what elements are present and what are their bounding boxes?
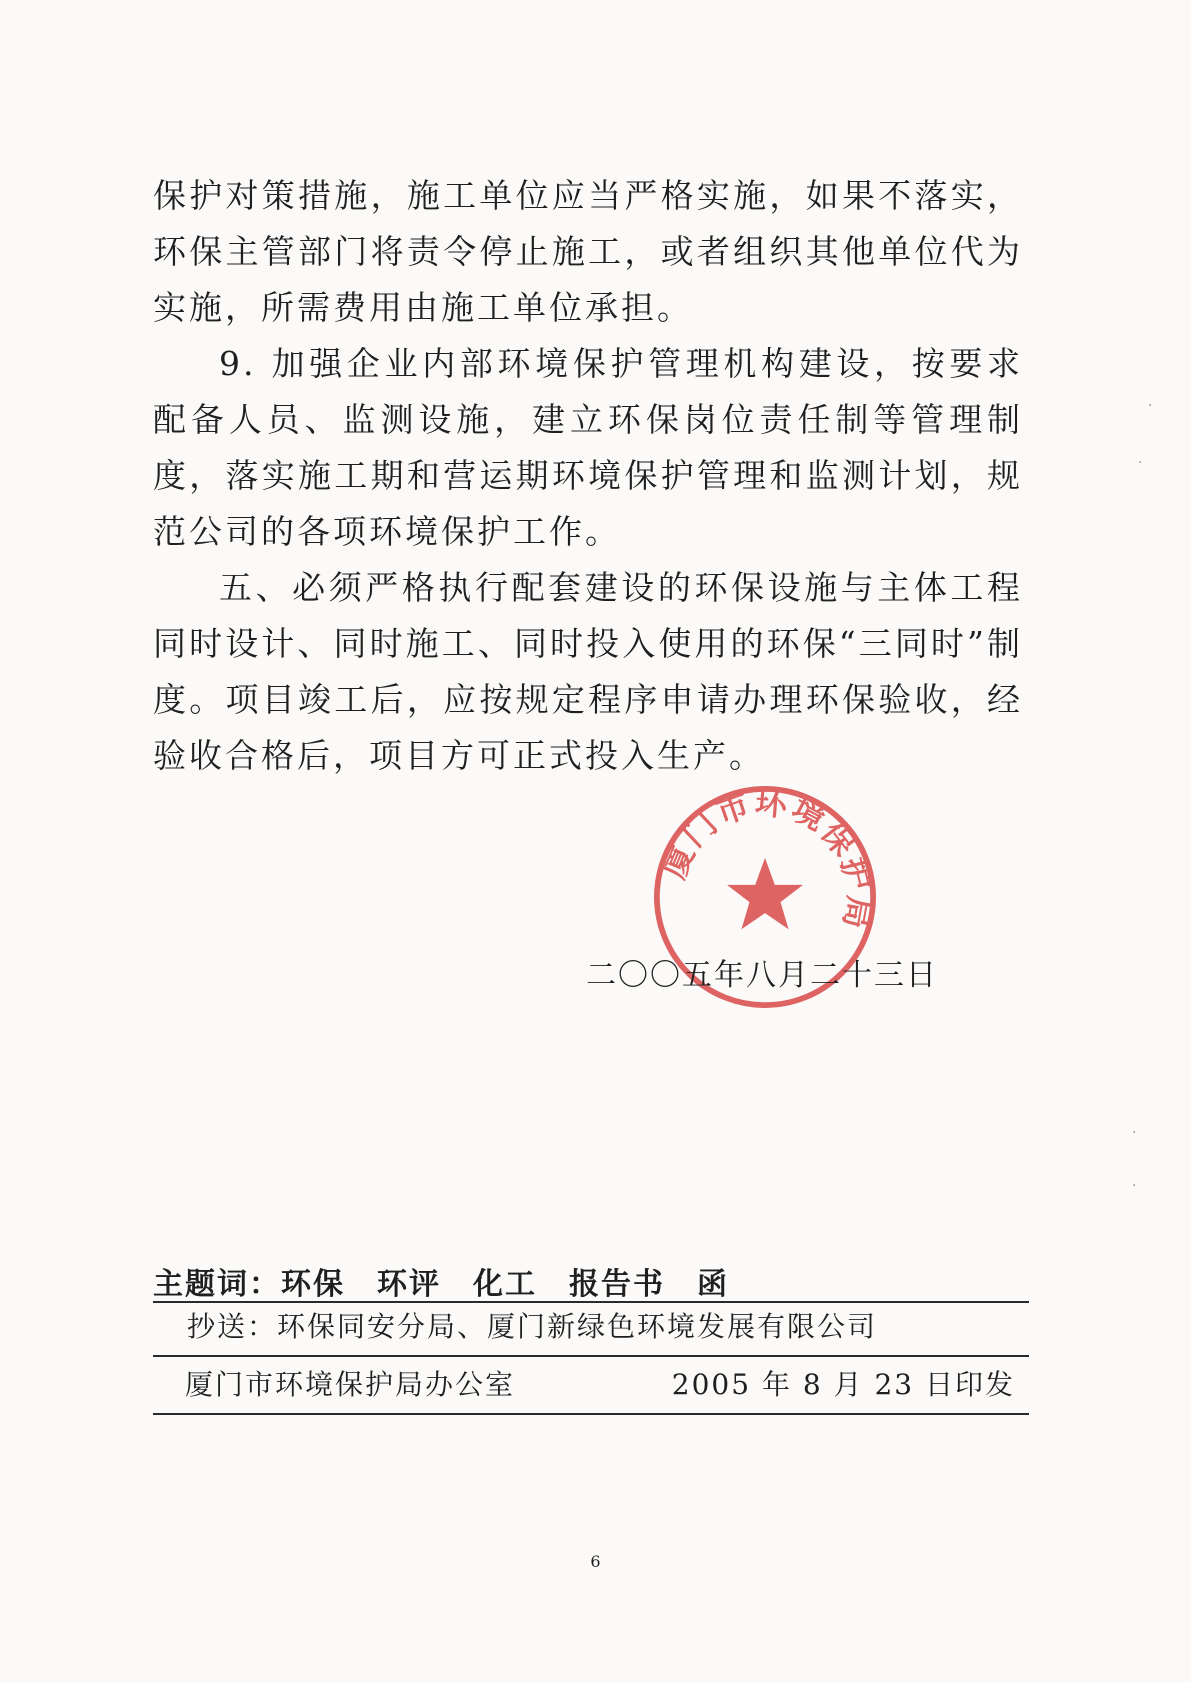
scan-speck: ·: [1148, 398, 1153, 414]
issue-date: 2005 年 8 月 23 日印发: [671, 1368, 1015, 1401]
keywords-terms: 环保 环评 化工 报告书 函: [281, 1267, 729, 1302]
scan-speck: ·: [1132, 1178, 1137, 1194]
body-text: [153, 168, 1023, 784]
issuer-line: [185, 1363, 1015, 1403]
divider-bottom: [153, 1413, 1029, 1415]
scan-speck: ·: [1138, 455, 1143, 471]
paragraph-item-9: 9. 加强企业内部环境保护管理机构建设，按要求配备人员、监测设施，建立环保岗位责任制等管理制度，落实施工期和营运期环境保护管理和监测计划，规范公司的各项环境保护工作。: [153, 344, 1023, 551]
cc-recipients: 环保同安分局、厦门新绿色环境发展有限公司: [277, 1310, 878, 1343]
scan-speck: ·: [1132, 1125, 1137, 1141]
divider-middle: [153, 1355, 1029, 1357]
cc-label: 抄送：: [187, 1310, 278, 1343]
signing-date: 二〇〇五年八月二十三日: [586, 958, 938, 993]
paragraph-continuation: 保护对策措施，施工单位应当严格实施，如果不落实，环保主管部门将责令停止施工，或者组织其他单位代为实施，所需费用由施工单位承担。: [153, 176, 1023, 327]
page-number: 6: [590, 1552, 601, 1571]
cc-line: [187, 1305, 877, 1345]
seal-star-icon: [727, 858, 803, 929]
keywords-label: 主题词：: [153, 1267, 281, 1302]
issuing-office: 厦门市环境保护局办公室: [185, 1368, 516, 1401]
paragraph-section-5: 五、必须严格执行配套建设的环保设施与主体工程同时设计、同时施工、同时投入使用的环保“三同时”制度。项目竣工后，应按规定程序申请办理环保验收，经验收合格后，项目方可正式投入生产。: [153, 568, 1023, 775]
divider-top: [153, 1301, 1029, 1303]
seal-text: 厦门市环境保护局: [654, 783, 880, 934]
subject-keywords: [153, 1259, 729, 1303]
